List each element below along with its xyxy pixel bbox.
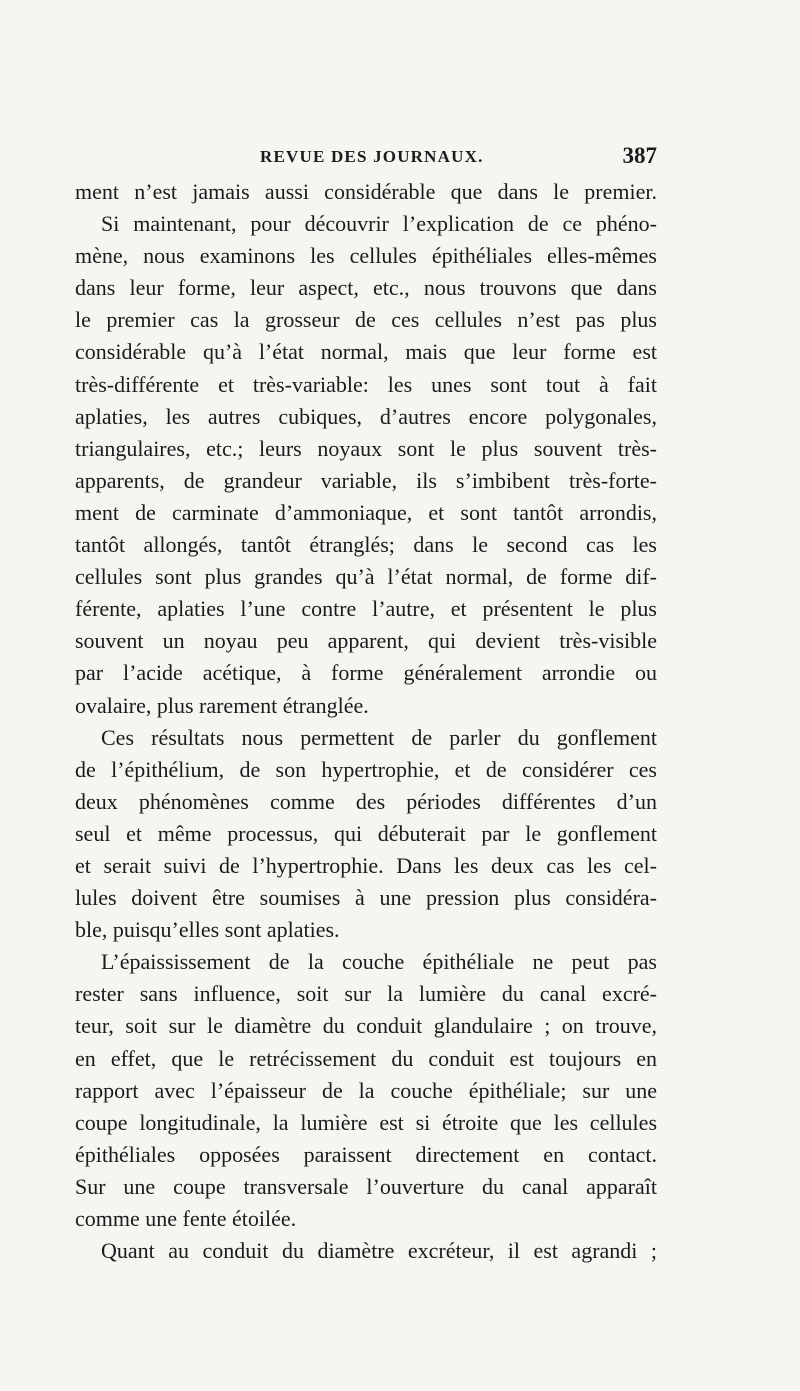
text-line: considérable qu’à l’état normal, mais que leur forme est: [75, 339, 657, 365]
text-line: tantôt allongés, tantôt étranglés; dans le second cas les: [75, 532, 657, 558]
text-line: triangulaires, etc.; leurs noyaux sont le plus souvent très-: [75, 435, 657, 461]
text-line: et serait suivi de l’hypertrophie. Dans les deux cas les cel-: [75, 852, 657, 878]
text-line: épithéliales opposées paraissent directement en contact.: [75, 1141, 657, 1167]
text-line: cellules sont plus grandes qu’à l’état normal, de forme dif-: [75, 564, 657, 590]
text-line: Ces résultats nous permettent de parler du gonflement: [101, 724, 657, 750]
text-line: dans leur forme, leur aspect, etc., nous trouvons que dans: [75, 275, 657, 301]
text-line: de l’épithélium, de son hypertrophie, et de considérer ces: [75, 756, 657, 782]
text-line: L’épaississement de la couche épithéliale ne peut pas: [101, 949, 657, 975]
text-line: coupe longitudinale, la lumière est si étroite que les cellules: [75, 1109, 657, 1135]
text-line: ment de carminate d’ammoniaque, et sont tantôt arrondis,: [75, 499, 657, 525]
running-head: [75, 143, 657, 173]
text-line: ble, puisqu’elles sont aplaties.: [75, 917, 340, 943]
text-line: férente, aplaties l’une contre l’autre, et présentent le plus: [75, 596, 657, 622]
text-line: souvent un noyau peu apparent, qui devient très-visible: [75, 628, 657, 654]
text-line: Sur une coupe transversale l’ouverture du canal apparaît: [75, 1173, 657, 1199]
text-line: mène, nous examinons les cellules épithéliales elles-mêmes: [75, 243, 657, 269]
text-line: apparents, de grandeur variable, ils s’imbibent très-forte-: [75, 467, 657, 493]
text-line: très-différente et très-variable: les unes sont tout à fait: [75, 371, 657, 397]
text-line: deux phénomènes comme des périodes différentes d’un: [75, 788, 657, 814]
text-line: Si maintenant, pour découvrir l’explication de ce phéno-: [101, 211, 657, 237]
text-line: par l’acide acétique, à forme généralement arrondie ou: [75, 660, 657, 686]
text-line: ment n’est jamais aussi considérable que dans le premier.: [75, 179, 657, 204]
text-line: en effet, que le retrécissement du conduit est toujours en: [75, 1045, 657, 1071]
text-line: aplaties, les autres cubiques, d’autres encore polygonales,: [75, 403, 657, 429]
text-line: teur, soit sur le diamètre du conduit glandulaire ; on trouve,: [75, 1013, 657, 1039]
text-line: lules doivent être soumises à une pression plus considéra-: [75, 885, 657, 911]
text-line: rapport avec l’épaisseur de la couche épithéliale; sur une: [75, 1077, 657, 1103]
page-number: 387: [622, 143, 657, 168]
text-line: Quant au conduit du diamètre excréteur, il est agrandi ;: [101, 1238, 657, 1264]
body-text: [75, 176, 657, 1267]
text-line: seul et même processus, qui débuterait par le gonflement: [75, 820, 657, 846]
text-line: rester sans influence, soit sur la lumière du canal excré-: [75, 981, 657, 1007]
text-line: le premier cas la grosseur de ces cellules n’est pas plus: [75, 307, 657, 333]
text-line: ovalaire, plus rarement étranglée.: [75, 692, 369, 718]
text-line: comme une fente étoilée.: [75, 1206, 297, 1231]
running-title: REVUE DES JOURNAUX.: [260, 147, 484, 166]
